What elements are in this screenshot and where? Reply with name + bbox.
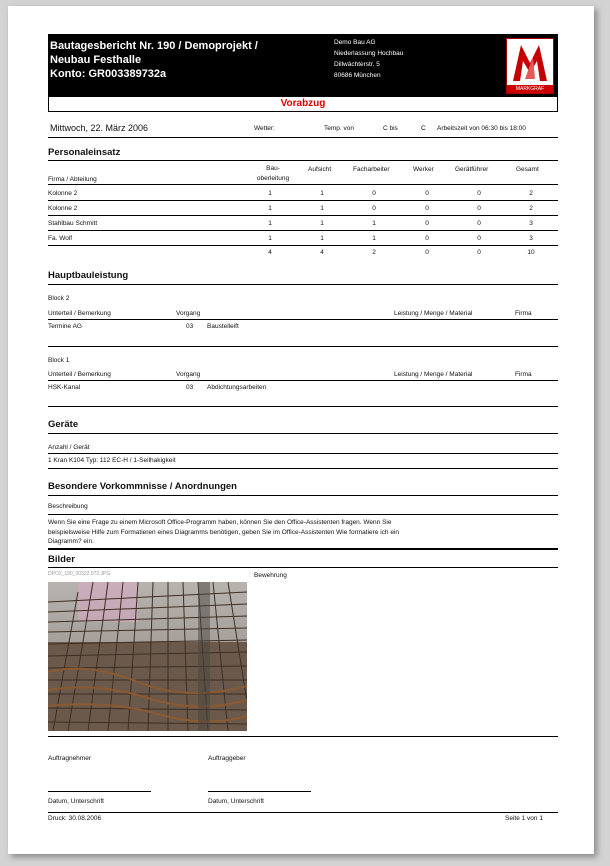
report-title	[50, 39, 310, 81]
auftragnehmer-label: Auftragnehmer	[48, 755, 91, 762]
section-personal-title: Personaleinsatz	[48, 147, 121, 158]
logo-text: MARKGRAF	[507, 85, 553, 93]
cell: 1	[320, 235, 324, 242]
col-bau-2: oberleitung	[256, 175, 290, 182]
datum-label: Datum, Unterschrift	[48, 798, 104, 805]
divider	[48, 453, 558, 454]
text-line: beispielsweise Hilfe zum Formatieren eines Diagramms benötigen, geben Sie im Office-Assistenten Wie formatiere ich ein	[48, 528, 400, 536]
row-name: HSK-Kanal	[48, 384, 81, 391]
row-name: Kolonne 2	[48, 205, 78, 212]
col-unterteil: Unterteil / Bemerkung	[48, 371, 111, 378]
section-haupt-title: Hauptbauleistung	[48, 270, 129, 281]
cell: 0	[477, 205, 481, 212]
temp-to-label: C bis	[383, 125, 398, 132]
cell: 3	[529, 220, 533, 227]
col-unterteil: Unterteil / Bemerkung	[48, 310, 111, 317]
signature-line-contractor	[48, 791, 151, 792]
report-date: Mittwoch, 22. März 2006	[50, 123, 149, 133]
col-bau-1: Bau-	[266, 165, 280, 172]
row-name: Stahlbau Schmitt	[48, 220, 98, 227]
title-line-1: Bautagesbericht Nr. 190 / Demoprojekt /	[50, 40, 258, 52]
col-geraet: Anzahl / Gerät	[48, 444, 90, 451]
col-gesamt: Gesamt	[516, 166, 539, 173]
photo-caption: DPO2_190_00322.072.JPG	[48, 571, 111, 577]
divider	[48, 137, 558, 138]
cell: 1	[372, 235, 376, 242]
print-date: Druck: 30.08.2006	[48, 815, 102, 822]
section-besondere-title: Besondere Vorkommnisse / Anordnungen	[48, 481, 237, 492]
text-line: Wenn Sie eine Frage zu einem Microsoft Office-Programm haben, können Sie den Office-Assistenten fragen. Wenn Sie	[48, 519, 392, 526]
text-line: Diagramm? ein.	[48, 538, 94, 545]
signature-line-client	[208, 791, 311, 792]
col-facharbeiter: Facharbeiter	[353, 166, 390, 173]
company-branch: Niederlassung Hochbau	[334, 50, 404, 57]
col-firma: Firma	[515, 310, 532, 317]
total-cell: 0	[477, 249, 481, 256]
row-name: Fa. Wolf	[48, 235, 73, 242]
cell: 2	[529, 190, 533, 197]
cell: 3	[529, 235, 533, 242]
cell: 1	[320, 190, 324, 197]
cell: 1	[320, 205, 324, 212]
divider	[48, 215, 558, 216]
col-leistung: Leistung / Menge / Material	[394, 310, 473, 317]
block-title: Block 1	[48, 357, 70, 364]
divider	[48, 284, 558, 285]
title-line-2: Neubau Festhalle	[50, 54, 142, 66]
row-vorgang: Abdichtungsarbeiten	[207, 384, 267, 391]
col-firma: Firma / Abteilung	[48, 176, 97, 183]
weather-label: Wetter:	[254, 125, 275, 132]
col-vorgang: Vorgang	[176, 310, 201, 317]
footer-divider	[48, 812, 558, 813]
cell: 1	[372, 220, 376, 227]
row-code: 03	[186, 384, 194, 391]
besondere-text	[48, 518, 558, 547]
divider	[48, 468, 558, 469]
cell: 0	[425, 190, 429, 197]
document-page	[8, 6, 594, 854]
block-title: Block 2	[48, 295, 70, 302]
divider	[48, 184, 558, 185]
divider	[48, 380, 558, 381]
company-logo	[506, 38, 554, 94]
divider	[48, 230, 558, 231]
temp-label: Temp. von	[324, 125, 354, 132]
cell: 1	[320, 220, 324, 227]
company-name: Demo Bau AG	[334, 39, 376, 46]
work-time: Arbeitszeit von 06:30 bis 18:00	[437, 125, 526, 132]
total-cell: 4	[268, 249, 272, 256]
rebar-photo-image	[48, 582, 247, 731]
draft-banner: Vorabzug	[48, 96, 558, 112]
divider	[48, 495, 558, 496]
auftraggeber-label: Auftraggeber	[208, 755, 246, 762]
col-beschreibung: Beschreibung	[48, 503, 88, 510]
total-cell: 0	[425, 249, 429, 256]
col-werker: Werker	[413, 166, 434, 173]
row-vorgang: Baustelleift	[207, 323, 239, 330]
col-geraetefuehrer: Gerätführer	[455, 166, 489, 173]
divider	[48, 319, 558, 320]
col-leistung: Leistung / Menge / Material	[394, 371, 473, 378]
report-header	[48, 34, 558, 96]
cell: 0	[372, 205, 376, 212]
datum-label: Datum, Unterschrift	[208, 798, 264, 805]
photo-label: Bewehrung	[254, 572, 287, 579]
divider	[48, 567, 558, 568]
logo-mark-icon	[507, 39, 553, 85]
cell: 0	[477, 235, 481, 242]
divider	[48, 548, 558, 550]
construction-photo	[48, 582, 247, 731]
geraet-item: 1 Kran K104 Typ: 112 EC-H / 1-Seilhakigkeit	[48, 457, 176, 464]
section-bilder-title: Bilder	[48, 554, 75, 565]
cell: 1	[268, 190, 272, 197]
total-cell: 10	[527, 249, 535, 256]
row-name: Termine AG	[48, 323, 82, 330]
page-number: Seite 1 von 1	[505, 815, 543, 822]
cell: 0	[425, 220, 429, 227]
divider	[48, 433, 558, 434]
row-name: Kolonne 2	[48, 190, 78, 197]
cell: 0	[477, 190, 481, 197]
divider	[48, 514, 558, 515]
cell: 2	[529, 205, 533, 212]
company-street: Dillwächterstr. 5	[334, 61, 380, 68]
total-cell: 2	[372, 249, 376, 256]
col-vorgang: Vorgang	[176, 371, 201, 378]
divider	[48, 160, 558, 161]
cell: 0	[372, 190, 376, 197]
cell: 0	[425, 205, 429, 212]
cell: 0	[477, 220, 481, 227]
divider	[48, 406, 558, 407]
col-firma: Firma	[515, 371, 532, 378]
divider	[48, 245, 558, 246]
cell: 0	[425, 235, 429, 242]
section-geraete-title: Geräte	[48, 419, 79, 430]
company-city: 80686 München	[334, 72, 381, 79]
cell: 1	[268, 220, 272, 227]
divider	[48, 200, 558, 201]
col-aufsicht: Aufsicht	[308, 166, 332, 173]
total-cell: 4	[320, 249, 324, 256]
temp-unit: C	[421, 125, 426, 132]
row-code: 03	[186, 323, 194, 330]
divider	[48, 736, 558, 737]
divider	[48, 346, 558, 347]
title-line-3: Konto: GR003389732a	[50, 68, 167, 80]
cell: 1	[268, 205, 272, 212]
cell: 1	[268, 235, 272, 242]
company-address	[334, 37, 403, 81]
